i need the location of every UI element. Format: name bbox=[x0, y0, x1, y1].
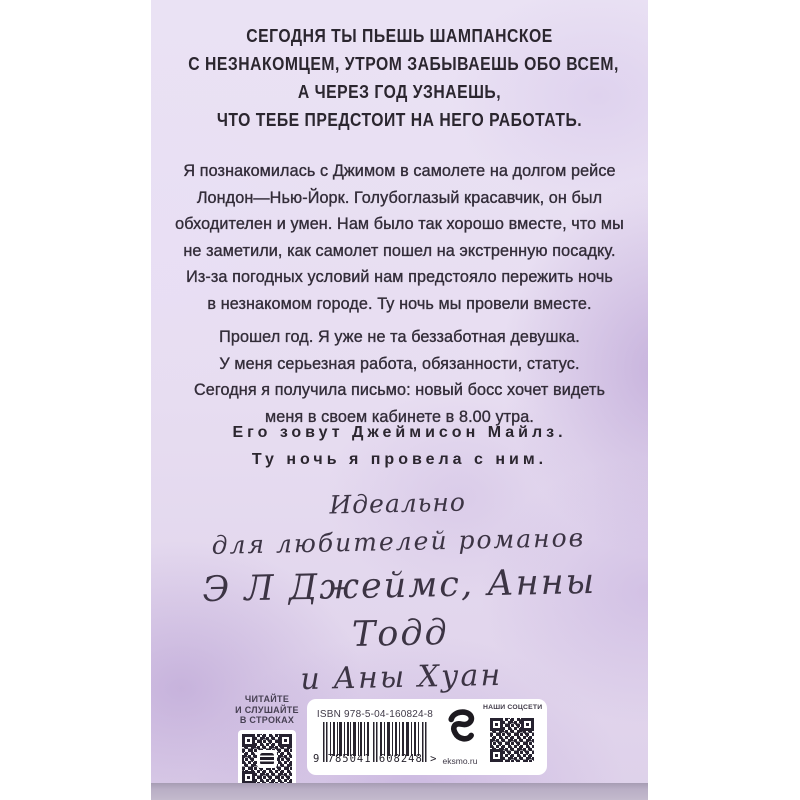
headline bbox=[188, 22, 619, 134]
synopsis-line: обходителен и умен. Нам было так хорошо вместе, что мы bbox=[175, 215, 624, 234]
eksmo-site-label: eksmo.ru bbox=[442, 756, 478, 766]
synopsis-line: Лондон—Нью-Йорк. Голубоглазый красавчик, он был bbox=[196, 188, 603, 207]
cover-background bbox=[151, 0, 648, 800]
stroki-caption-line: В СТРОКАХ bbox=[239, 715, 295, 725]
synopsis-line: меня в своем кабинете в 8.00 утра. bbox=[265, 407, 534, 426]
synopsis-line: не заметили, как самолет пошел на экстренную посадку. bbox=[183, 241, 616, 260]
reveal-line: Его зовут Джеймисон Майлз. bbox=[232, 424, 567, 441]
tagline-line: для любителей романов bbox=[211, 523, 586, 560]
synopsis-line: Я познакомилась с Джимом в самолете на долгом рейсе bbox=[183, 162, 616, 180]
synopsis-line: Прошел год. Я уже не та беззаботная девушка. bbox=[219, 328, 580, 346]
socials-caption: НАШИ СОЦСЕТИ bbox=[483, 703, 543, 711]
book-bottom-edge bbox=[151, 783, 648, 800]
synopsis-line: У меня серьезная работа, обязанности, статус. bbox=[219, 354, 580, 373]
tagline-line: Э Л Джеймс, Анны Тодд bbox=[202, 561, 597, 656]
barcode-block bbox=[313, 709, 437, 765]
headline-line: СЕГОДНЯ ТЫ ПЬЕШЬ ШАМПАНСКОЕ bbox=[246, 25, 553, 46]
eksmo-logo-icon bbox=[444, 708, 476, 750]
qr-finder-icon bbox=[242, 734, 255, 747]
stroki-caption-line: И СЛУШАЙТЕ bbox=[235, 704, 299, 715]
synopsis-line: Из-за погодных условий нам предстояло пережить ночь bbox=[186, 268, 613, 287]
qr-modules bbox=[490, 718, 534, 762]
synopsis-paragraph-1 bbox=[151, 158, 648, 318]
headline-line: А ЧЕРЕЗ ГОД УЗНАЕШЬ, bbox=[297, 81, 502, 102]
headline-line: ЧТО ТЕБЕ ПРЕДСТОИТ НА НЕГО РАБОТАТЬ. bbox=[216, 109, 583, 130]
handwritten-tagline bbox=[149, 481, 650, 703]
qr-finder-icon bbox=[490, 749, 503, 762]
synopsis-line: Сегодня я получила письмо: новый босс хочет видеть bbox=[193, 381, 606, 400]
qr-finder-icon bbox=[521, 718, 534, 731]
headline-line: С НЕЗНАКОМЦЕМ, УТРОМ ЗАБЫВАЕШЬ ОБО ВСЕМ, bbox=[188, 53, 619, 74]
qr-finder-icon bbox=[490, 718, 503, 731]
socials-qr-code bbox=[486, 714, 538, 766]
reveal-line: Ту ночь я провела с ним. bbox=[251, 451, 548, 468]
synopsis-paragraph-2 bbox=[151, 324, 648, 430]
stroki-logo-icon bbox=[257, 750, 277, 768]
socials-qr-block bbox=[483, 704, 541, 771]
stroki-caption-line: ЧИТАЙТЕ bbox=[244, 694, 290, 704]
synopsis-line: в незнакомом городе. Ту ночь мы провели вместе. bbox=[207, 294, 592, 313]
boss-reveal bbox=[151, 419, 648, 473]
stroki-qr-code bbox=[238, 730, 296, 788]
barcode-digits: 9 785041 608248 > bbox=[313, 753, 438, 765]
tagline-line: Идеально bbox=[329, 487, 467, 520]
qr-finder-icon bbox=[279, 734, 292, 747]
tagline-line: и Аны Хуан bbox=[300, 657, 503, 698]
eksmo-logo-block bbox=[437, 708, 483, 766]
barcode-panel bbox=[307, 699, 547, 775]
qr-finder-icon bbox=[242, 771, 255, 784]
isbn-label: ISBN 978-5-04-160824-8 bbox=[316, 709, 434, 720]
